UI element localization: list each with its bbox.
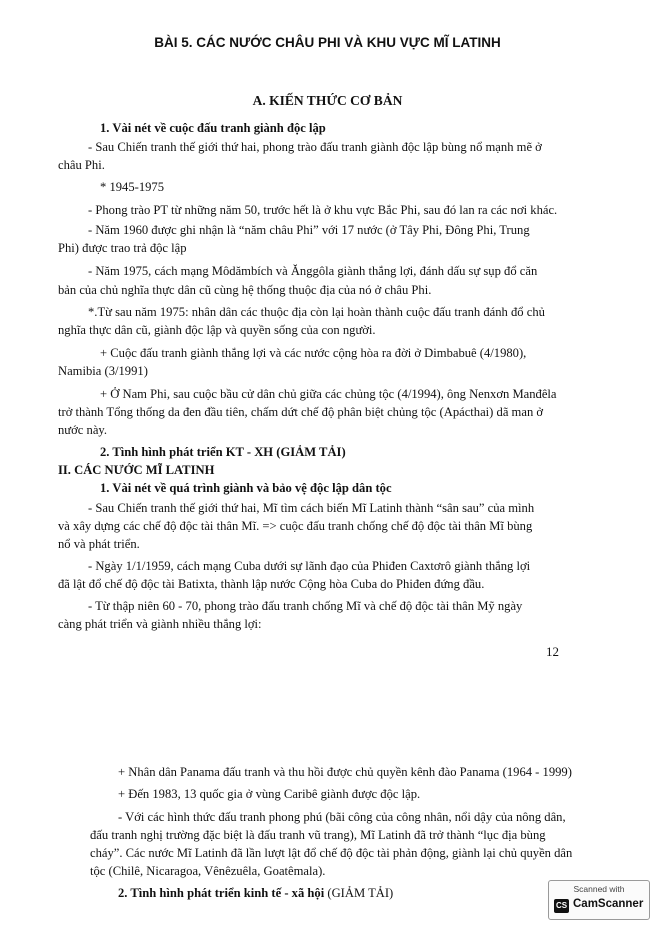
paragraph-9-line-2: và xây dựng các chế độ độc tài thân Mĩ. => cuộc đấu tranh chống chế độ độc tài thân Mĩ bùng: [58, 519, 533, 533]
paragraph-9-line-3: nổ và phát triển.: [58, 537, 140, 551]
camscanner-brand: CamScanner: [573, 898, 644, 910]
paragraph-5-line-1: - Năm 1975, cách mạng Môdămbích và Ănggôla giành thắng lợi, đánh dấu sự sụp đổ căn: [88, 264, 538, 278]
paragraph-1-line-1: - Sau Chiến tranh thế giới thứ hai, phong trào đấu tranh giành độc lập bùng nổ mạnh mẽ ở: [88, 140, 542, 154]
paragraph-8-line-2: trở thành Tổng thống da đen đầu tiên, chấm dứt chế độ phân biệt chủng tộc (Apácthai) dã man ở: [58, 405, 544, 419]
camscanner-logo-icon: CS: [554, 899, 569, 913]
heading-latin-socioeconomic-note: (GIẢM TẢI): [324, 886, 394, 900]
paragraph-10-line-2: đã lật đổ chế độ độc tài Batixta, thành lập nước Cộng hòa Cuba do Phiđen đứng đầu.: [58, 577, 485, 591]
scanned-with-label: Scanned with: [573, 884, 625, 894]
paragraph-10-line-1: - Ngày 1/1/1959, cách mạng Cuba dưới sự lãnh đạo của Phiđen Caxtơrô giành thắng lợi: [88, 559, 531, 573]
panama-paragraph: + Nhân dân Panama đấu tranh và thu hồi được chủ quyền kênh đào Panama (1964 - 1999): [118, 765, 572, 779]
paragraph-4-line-1: - Năm 1960 được ghi nhận là “năm châu Phi” với 17 nước (ở Tây Phi, Đông Phi, Trung: [88, 223, 530, 237]
heading-latin-socioeconomic-bold: 2. Tình hình phát triển kinh tế - xã hội: [118, 886, 325, 900]
paragraph-9-line-1: - Sau Chiến tranh thế giới thứ hai, Mĩ tìm cách biến Mĩ Latinh thành “sân sau” của mình: [88, 501, 535, 515]
paragraph-3: - Phong trào PT từ những năm 50, trước hết là ở khu vực Bắc Phi, sau đó lan ra các nơi khác.: [88, 203, 558, 217]
struggle-forms-line-3: cháy”. Các nước Mĩ Latinh đã lần lượt lật đổ chế độ độc tài phản động, giành lại chủ quyền dân: [90, 846, 573, 860]
paragraph-7-line-2: Namibia (3/1991): [58, 364, 148, 378]
page-number: 12: [546, 644, 559, 659]
section-ii-heading: II. CÁC NƯỚC MĨ LATINH: [58, 463, 215, 477]
period-1945-1975: * 1945-1975: [100, 180, 165, 194]
heading-independence-latin: 1. Vài nét về quá trình giành và bảo vệ độc lập dân tộc: [100, 481, 392, 495]
paragraph-1-line-2: châu Phi.: [58, 158, 105, 172]
paragraph-6-line-2: nghĩa thực dân cũ, giành độc lập và quyền sống của con người.: [58, 323, 376, 337]
lesson-title: BÀI 5. CÁC NƯỚC CHÂU PHI VÀ KHU VỰC MĨ LATINH: [154, 35, 501, 50]
paragraph-6-line-1: *.Từ sau năm 1975: nhân dân các thuộc địa còn lại hoàn thành cuộc đấu tranh đánh đổ chủ: [88, 305, 545, 319]
section-a-heading: A. KIẾN THỨC CƠ BẢN: [252, 93, 403, 108]
struggle-forms-line-4: tộc (Chilê, Nicaragoa, Vênêzuêla, Goatêmala).: [90, 864, 326, 878]
paragraph-4-line-2: Phi) được trao trả độc lập: [58, 241, 187, 255]
paragraph-5-line-2: bản của chủ nghĩa thực dân cũ cùng hệ thống thuộc địa của nó ở châu Phi.: [58, 283, 432, 297]
struggle-forms-line-2: đấu tranh nghị trường đặc biệt là đấu tranh vũ trang), Mĩ Latinh đã trở thành “lục địa bùng: [90, 828, 546, 842]
paragraph-8-line-1: + Ở Nam Phi, sau cuộc bầu cử dân chủ giữa các chủng tộc (4/1994), ông Nenxơn Manđêla: [100, 387, 557, 401]
heading-independence-struggle: 1. Vài nét về cuộc đấu tranh giành độc lập: [100, 121, 326, 135]
paragraph-11-line-2: càng phát triển và giành nhiều thắng lợi:: [58, 617, 262, 631]
heading-latin-socioeconomic: [118, 884, 393, 902]
struggle-forms-line-1: - Với các hình thức đấu tranh phong phú (bãi công của công nhân, nổi dậy của nông dân,: [118, 810, 566, 824]
camscanner-watermark: [548, 880, 650, 920]
heading-socioeconomic: 2. Tình hình phát triển KT - XH (GIẢM TẢI): [100, 445, 346, 459]
paragraph-7-line-1: + Cuộc đấu tranh giành thắng lợi và các nước cộng hòa ra đời ở Dimbabuê (4/1980),: [100, 346, 527, 360]
paragraph-8-line-3: nước này.: [58, 423, 108, 437]
caribbean-paragraph: + Đến 1983, 13 quốc gia ở vùng Caribê giành được độc lập.: [118, 787, 421, 801]
paragraph-11-line-1: - Từ thập niên 60 - 70, phong trào đấu tranh chống Mĩ và chế độ độc tài thân Mỹ ngày: [88, 599, 523, 613]
